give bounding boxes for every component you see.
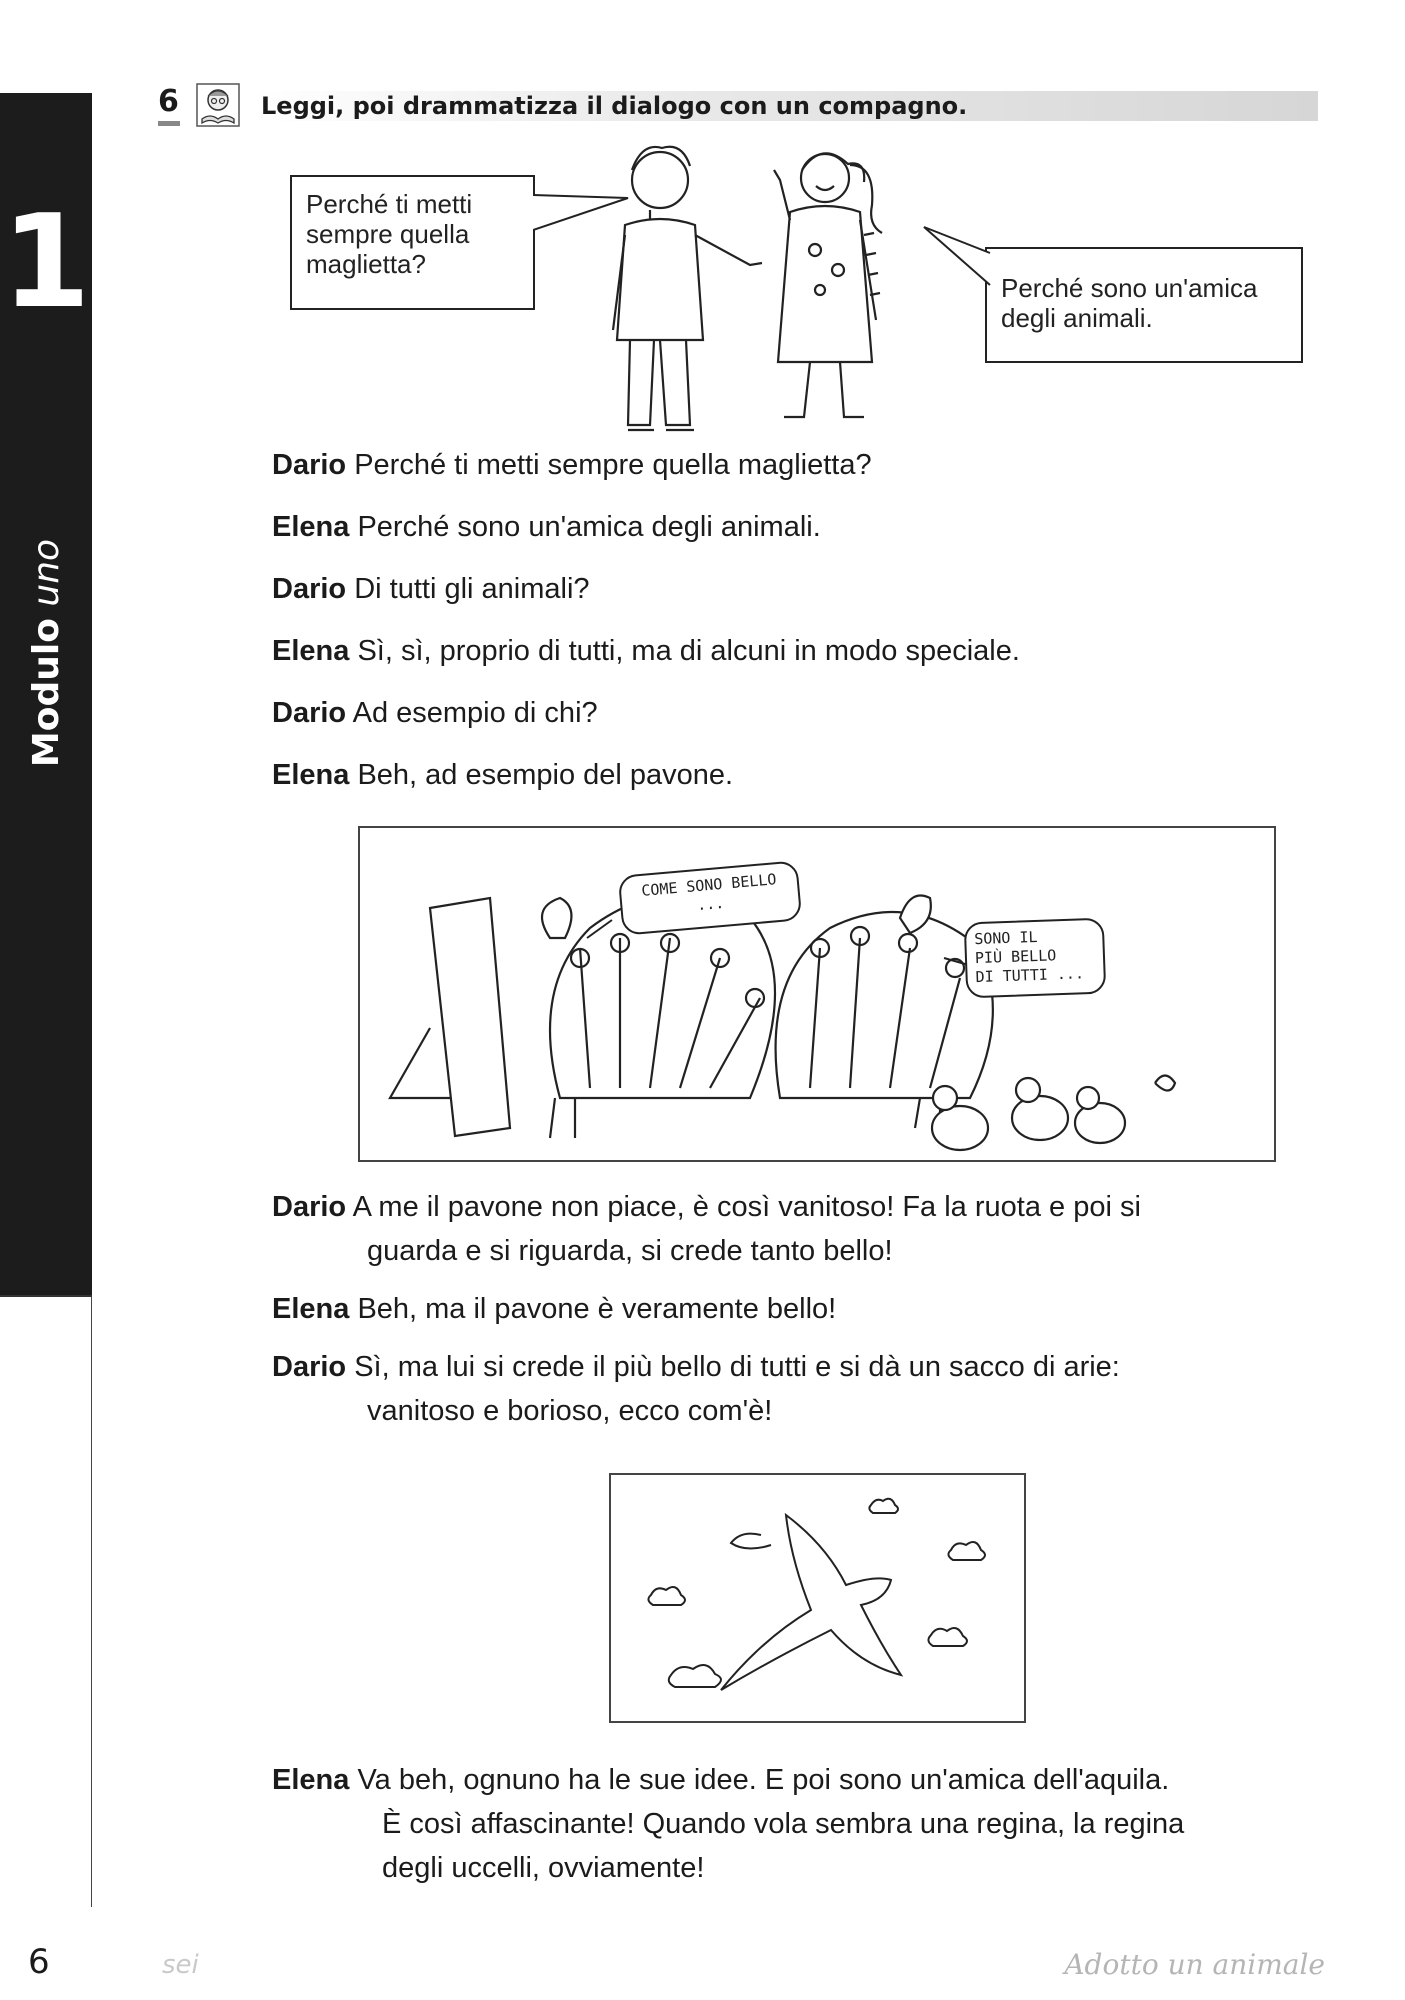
eagle-illustration (611, 1475, 1024, 1721)
exercise-number-underline (158, 121, 180, 126)
girl-bubble-tail (922, 225, 992, 305)
speaker-name: Dario (272, 573, 347, 605)
line-text: Beh, ma il pavone è veramente bello! (357, 1293, 837, 1325)
module-label (27, 539, 67, 767)
line-continuation: guarda e si riguarda, si crede tanto bello! (367, 1235, 893, 1267)
line-text: Di tutti gli animali? (354, 573, 590, 605)
peacock-bubble-2-line: PIÙ BELLO (974, 946, 1057, 968)
dialogue-part-3 (272, 1758, 1332, 1890)
dialogue-part-2 (272, 1185, 1332, 1447)
peacock-illustration-panel (358, 826, 1276, 1162)
exercise-number: 6 (158, 84, 179, 119)
peacock-bubble-2-line: SONO IL (973, 927, 1038, 949)
speaker-name: Elena (272, 1764, 350, 1796)
module-sidebar (0, 93, 92, 1295)
line-text: Ad esempio di chi? (352, 697, 598, 729)
line-text: Va beh, ognuno ha le sue idee. E poi sono un'amica dell'aquila. (357, 1764, 1170, 1796)
line-text: A me il pavone non piace, è così vanitoso! Fa la ruota e poi si (352, 1191, 1141, 1223)
peacock-bubble-1: COME SONO BELLO ... (618, 860, 803, 935)
dialogue-line (272, 574, 1332, 604)
dialogue-line (272, 698, 1332, 728)
speaker-name: Elena (272, 635, 350, 667)
speaker-name: Elena (272, 1293, 350, 1325)
peacock-illustration (360, 828, 1274, 1160)
speaker-name: Elena (272, 759, 350, 791)
line-continuation: È così affascinante! Quando vola sembra una regina, la regina (382, 1808, 1185, 1840)
peacock-bubble-2 (964, 918, 1107, 999)
speaker-name: Dario (272, 697, 347, 729)
dialogue-line (272, 1185, 1332, 1273)
book-title: Adotto un animale (1064, 1948, 1325, 1981)
dialogue-line (272, 1345, 1332, 1433)
module-word: Modulo (26, 618, 67, 768)
peacock-bubble-2-line: DI TUTTI ... (975, 964, 1085, 987)
speaker-name: Dario (272, 1351, 347, 1383)
speaker-name: Dario (272, 1191, 347, 1223)
dialogue-line (272, 636, 1332, 666)
reading-child-icon (196, 83, 240, 127)
dialogue-line (272, 1287, 1332, 1331)
line-continuation: vanitoso e borioso, ecco com'è! (367, 1395, 773, 1427)
line-continuation: degli uccelli, ovviamente! (382, 1852, 705, 1884)
sidebar-divider (0, 1295, 92, 1297)
line-text: Sì, ma lui si crede il più bello di tutti e si dà un sacco di arie: (354, 1351, 1120, 1383)
dialogue-line (272, 760, 1332, 790)
dialogue-part-1 (272, 450, 1332, 822)
module-word-italic: uno (26, 538, 67, 607)
eagle-illustration-panel (609, 1473, 1026, 1723)
girl-speech-bubble: Perché sono un'amica degli animali. (985, 247, 1303, 363)
sidebar-margin-line (91, 1297, 92, 1907)
boy-bubble-tail (533, 190, 633, 250)
line-text: Sì, sì, proprio di tutti, ma di alcuni in modo speciale. (357, 635, 1020, 667)
page-number-word: sei (162, 1950, 199, 1980)
line-text: Perché sono un'amica degli animali. (357, 511, 821, 543)
exercise-header (158, 85, 1318, 125)
speaker-name: Dario (272, 449, 347, 481)
line-text: Beh, ad esempio del pavone. (357, 759, 734, 791)
dialogue-line (272, 1758, 1332, 1890)
dialogue-line (272, 450, 1332, 480)
exercise-instruction: Leggi, poi drammatizza il dialogo con un compagno. (253, 91, 1318, 121)
boy-speech-bubble: Perché ti metti sempre quella maglietta? (290, 175, 535, 310)
speaker-name: Elena (272, 511, 350, 543)
line-text: Perché ti metti sempre quella maglietta? (354, 449, 872, 481)
dialogue-line (272, 512, 1332, 542)
page-number: 6 (28, 1942, 50, 1982)
module-number: 1 (1, 188, 91, 337)
